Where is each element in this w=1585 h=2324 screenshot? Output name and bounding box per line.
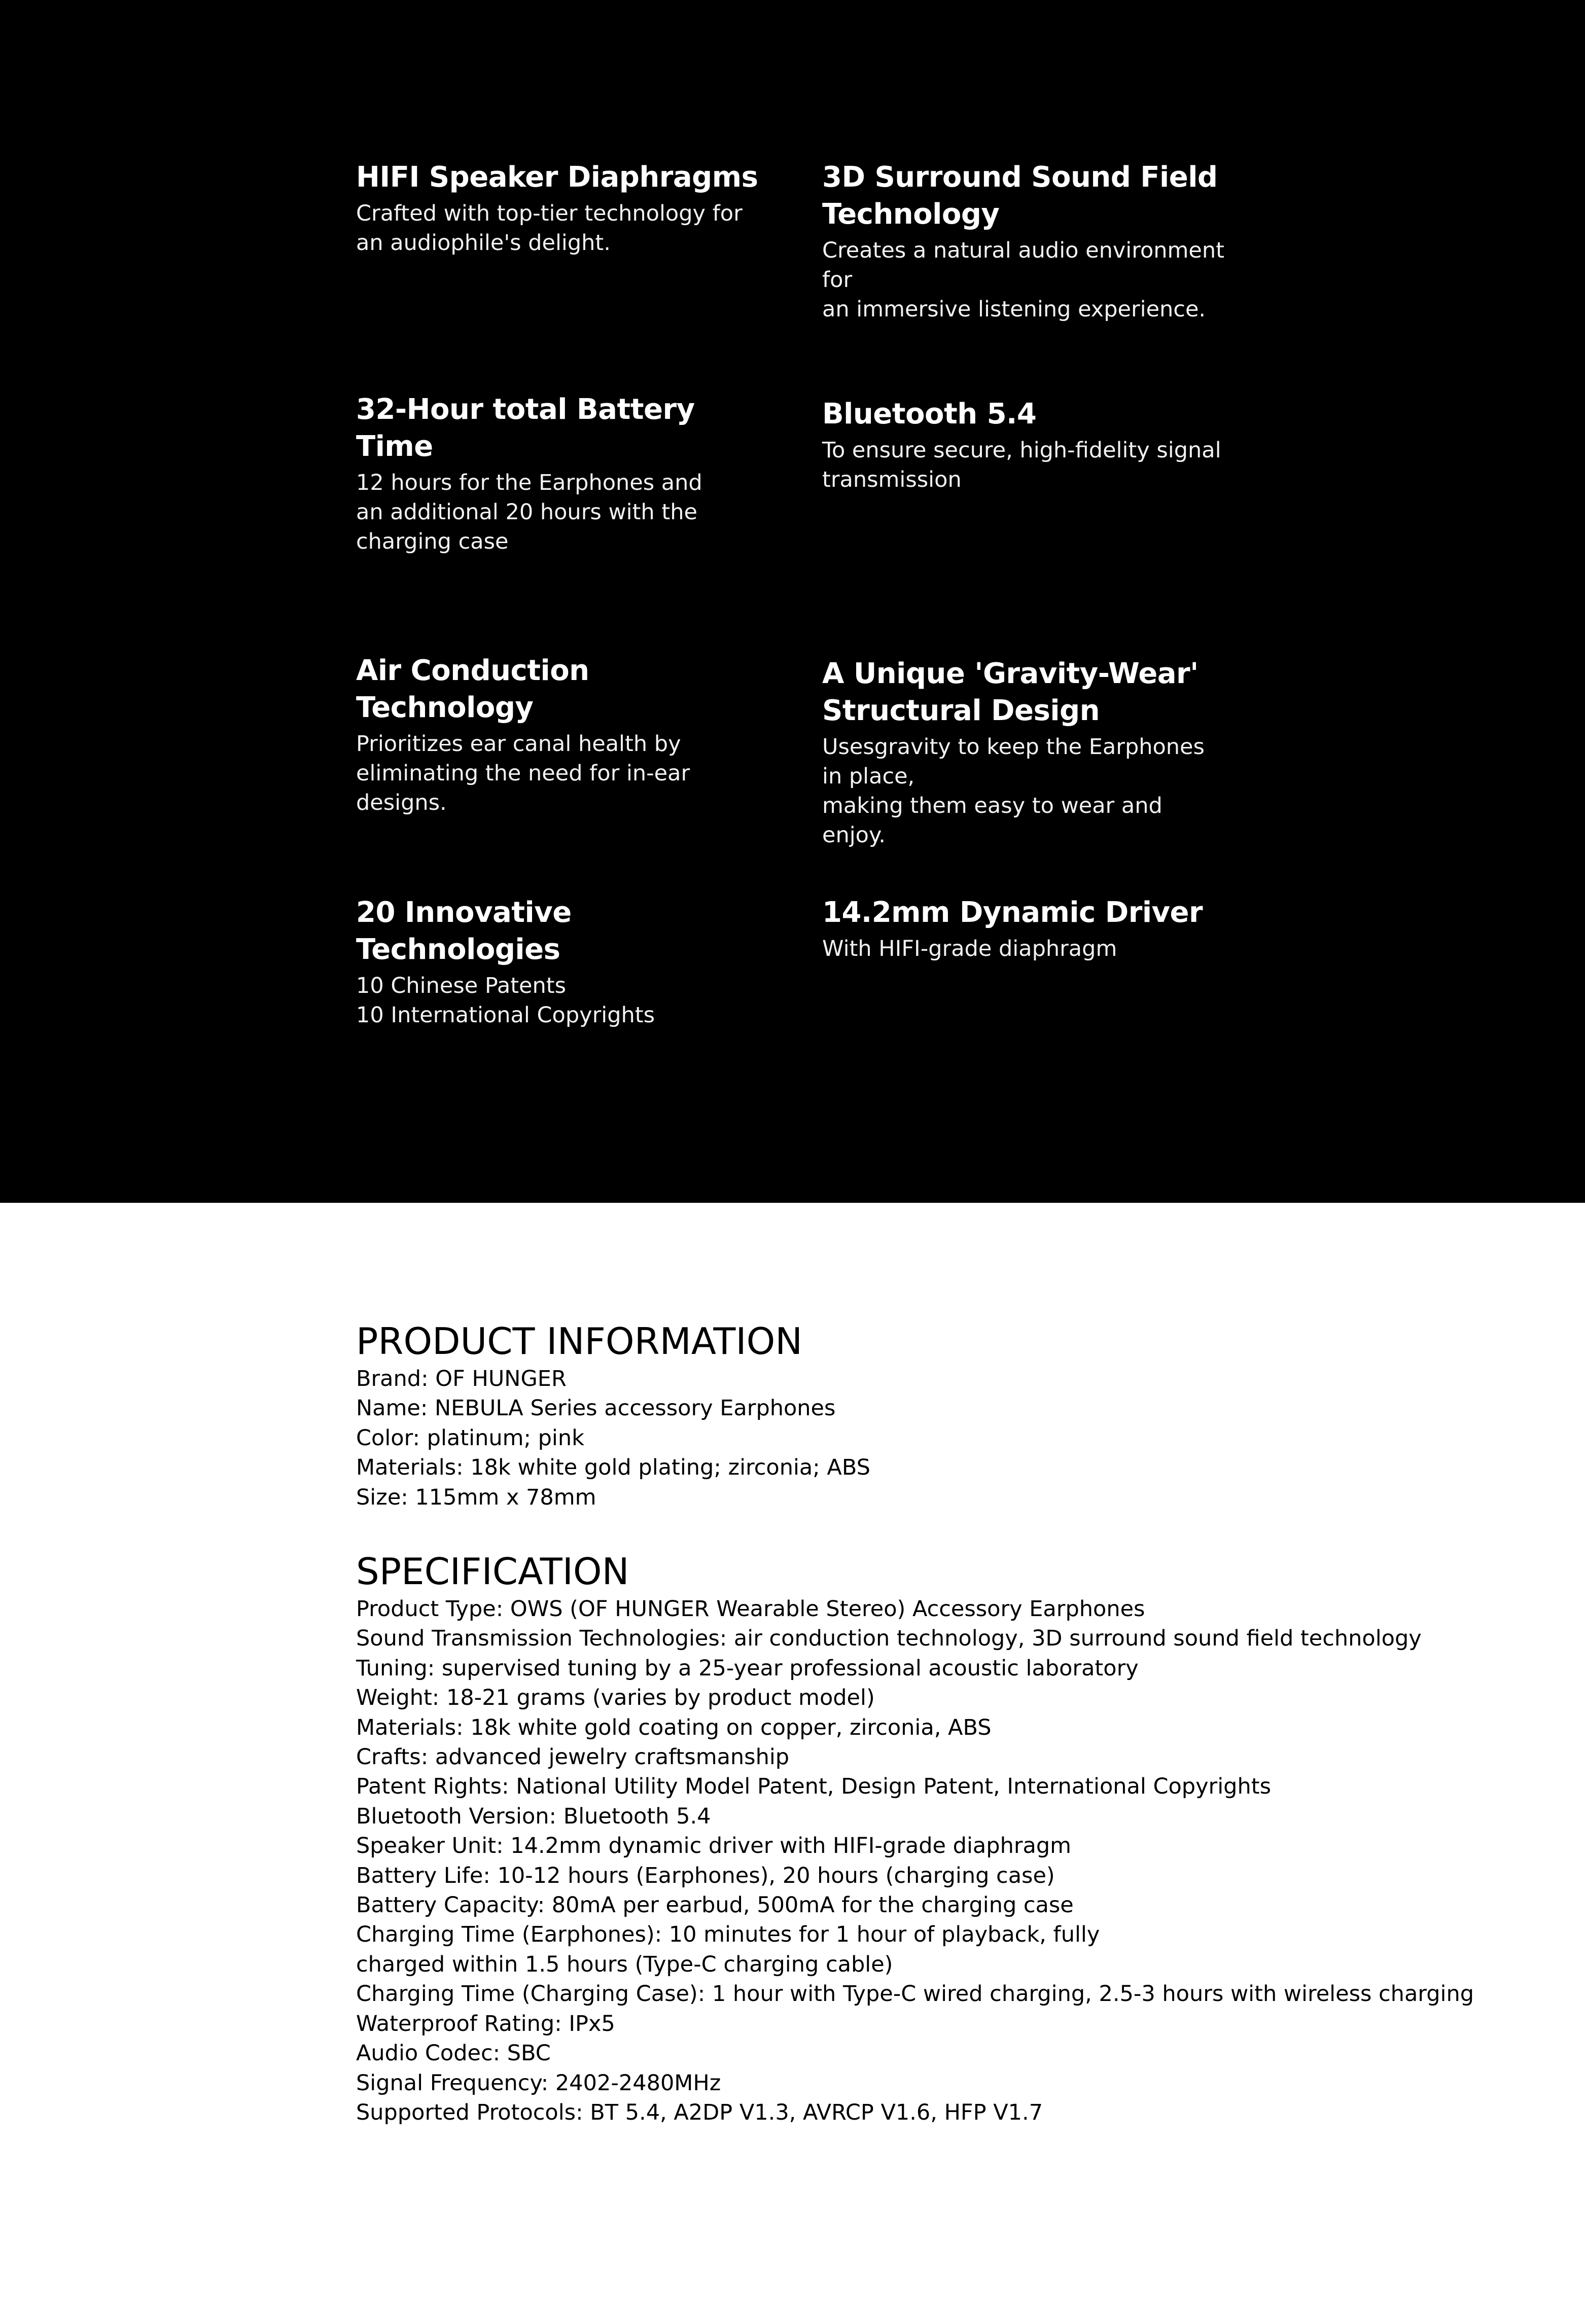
feature-description: Creates a natural audio environment for an immersive listening experience.	[822, 238, 1225, 322]
info-line: Supported Protocols: BT 5.4, A2DP V1.3, AVRCP V1.6, HFP V1.7	[356, 2099, 1043, 2125]
info-line: Sound Transmission Technologies: air conduction technology, 3D surround sound field technology	[356, 1626, 1422, 1652]
feature-description: To ensure secure, high-fidelity signal transmission	[822, 438, 1221, 492]
feature-title: Air Conduction Technology	[356, 654, 589, 724]
feature-hifi-diaphragms	[356, 159, 762, 258]
info-line: Audio Codec: SBC	[356, 2041, 551, 2066]
specification-list	[356, 1594, 1523, 2127]
feature-title: 20 Innovative Technologies	[356, 896, 572, 966]
feature-description: With HIFI-grade diaphragm	[822, 936, 1117, 961]
info-line: Tuning: supervised tuning by a 25-year professional acoustic laboratory	[356, 1655, 1139, 1681]
info-line: Crafts: advanced jewelry craftsmanship	[356, 1744, 790, 1770]
feature-title: 3D Surround Sound Field Technology	[822, 161, 1218, 231]
info-line: Materials: 18k white gold coating on copper, zirconia, ABS	[356, 1714, 992, 1740]
feature-title: 14.2mm Dynamic Driver	[822, 896, 1203, 929]
feature-title: 32-Hour total Battery Time	[356, 393, 695, 463]
product-information-section	[356, 1318, 1523, 1512]
feature-innovative-technologies	[356, 894, 762, 1030]
info-line: Weight: 18-21 grams (varies by product model)	[356, 1685, 875, 1711]
info-line: Patent Rights: National Utility Model Patent, Design Patent, International Copyrights	[356, 1774, 1271, 1800]
info-line: Speaker Unit: 14.2mm dynamic driver with HIFI-grade diaphragm	[356, 1833, 1072, 1859]
feature-gravity-wear	[822, 655, 1228, 850]
info-line: Waterproof Rating: IPx5	[356, 2011, 615, 2036]
info-line: charged within 1.5 hours (Type-C charging cable)	[356, 1951, 893, 1977]
feature-dynamic-driver	[822, 894, 1228, 963]
product-information-heading: PRODUCT INFORMATION	[356, 1320, 803, 1363]
feature-bluetooth	[822, 396, 1228, 494]
info-line: Product Type: OWS (OF HUNGER Wearable Stereo) Accessory Earphones	[356, 1596, 1145, 1622]
product-information-list	[356, 1364, 1523, 1512]
info-line: Signal Frequency: 2402-2480MHz	[356, 2070, 721, 2096]
info-line: Bluetooth Version: Bluetooth 5.4	[356, 1803, 711, 1829]
feature-title: A Unique 'Gravity-Wear' Structural Design	[822, 657, 1199, 727]
info-line: Name: NEBULA Series accessory Earphones	[356, 1396, 836, 1421]
feature-title: HIFI Speaker Diaphragms	[356, 161, 758, 194]
info-line: Charging Time (Earphones): 10 minutes for 1 hour of playback, fully	[356, 1922, 1100, 1948]
feature-battery-time	[356, 391, 762, 556]
info-line: Brand: OF HUNGER	[356, 1366, 567, 1391]
feature-title: Bluetooth 5.4	[822, 398, 1037, 431]
info-line: Color: platinum; pink	[356, 1425, 585, 1451]
feature-description: 12 hours for the Earphones and an additional 20 hours with the charging case	[356, 470, 702, 554]
feature-description: Prioritizes ear canal health by eliminating the need for in-ear designs.	[356, 731, 690, 815]
info-line: Charging Time (Charging Case): 1 hour with Type-C wired charging, 2.5-3 hours with wireless charging	[356, 1981, 1474, 2007]
feature-description: Crafted with top-tier technology for an audiophile's delight.	[356, 201, 743, 256]
info-line: Size: 115mm x 78mm	[356, 1484, 596, 1510]
feature-description: Usesgravity to keep the Earphones in place, making them easy to wear and enjoy.	[822, 734, 1205, 848]
feature-3d-surround	[822, 159, 1228, 324]
feature-air-conduction	[356, 652, 762, 817]
feature-description: 10 Chinese Patents 10 International Copyrights	[356, 973, 655, 1028]
info-line: Battery Life: 10-12 hours (Earphones), 20 hours (charging case)	[356, 1863, 1055, 1888]
info-line: Battery Capacity: 80mA per earbud, 500mA for the charging case	[356, 1892, 1074, 1918]
info-line: Materials: 18k white gold plating; zirconia; ABS	[356, 1455, 870, 1481]
specification-section	[356, 1549, 1523, 2127]
specification-heading: SPECIFICATION	[356, 1550, 629, 1593]
